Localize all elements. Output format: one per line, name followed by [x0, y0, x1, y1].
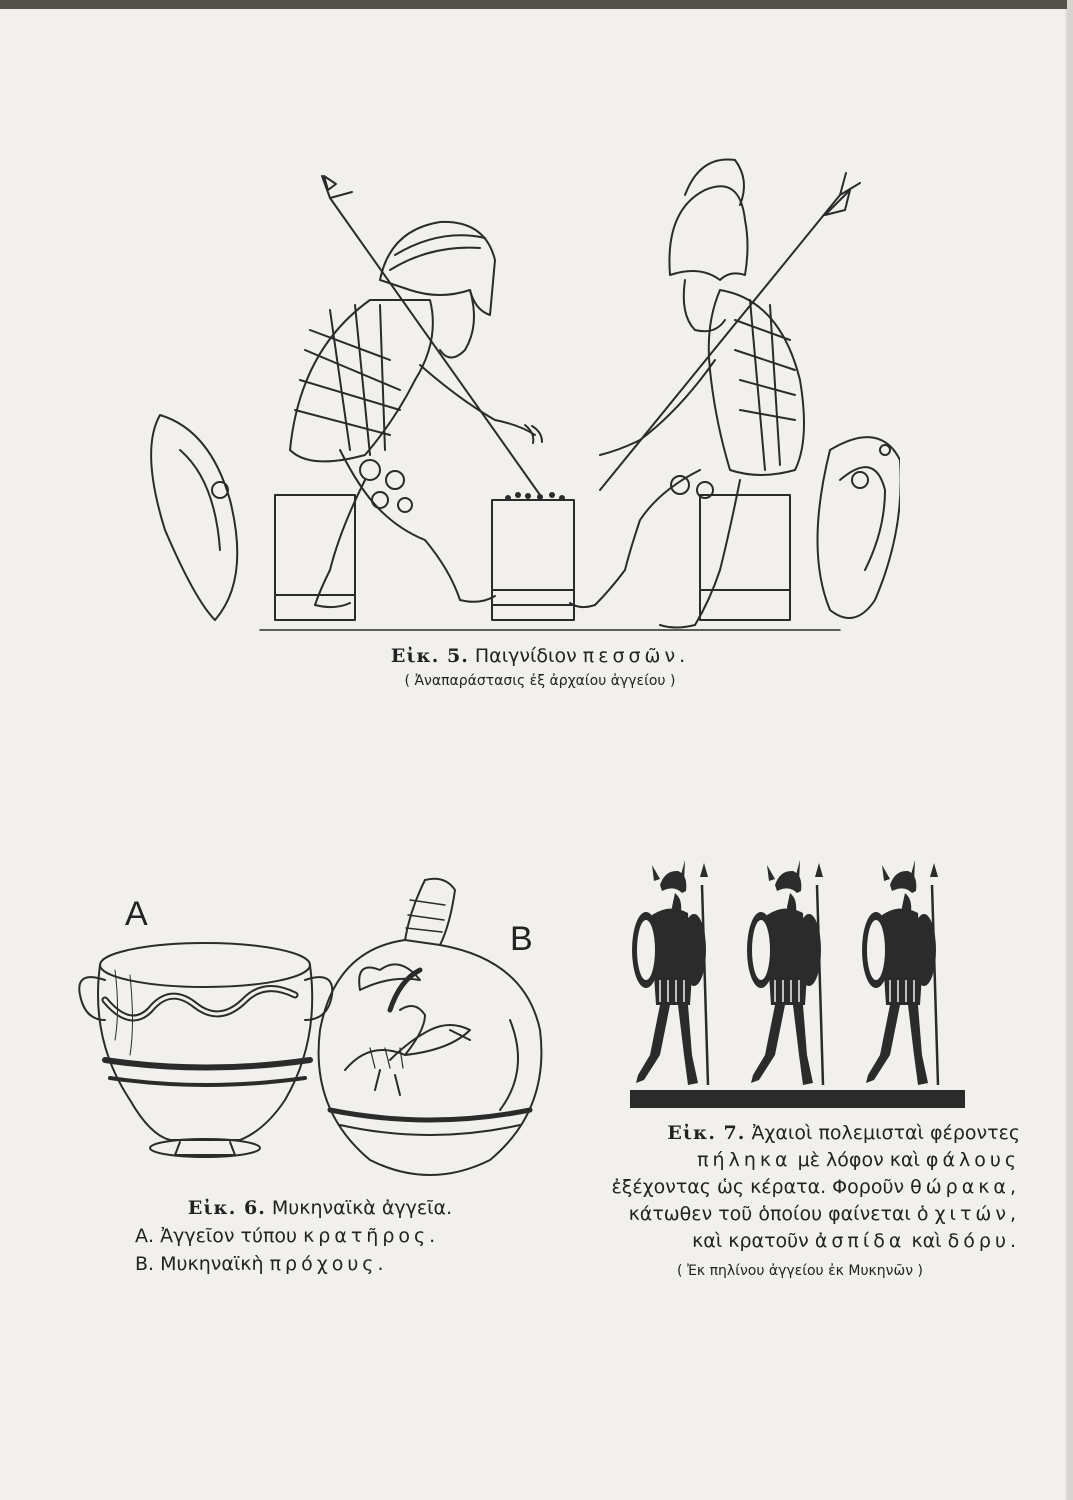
figure-7-caption: [580, 1120, 1020, 1285]
figure-7-line3-b: θώρακα,: [910, 1176, 1020, 1198]
figure-6-title: Μυκηναϊκὰ ἀγγεῖα.: [271, 1197, 453, 1219]
figure-6-item-b: [110, 1253, 530, 1275]
figure-7-line2-b: μὲ λόφον καὶ: [797, 1149, 920, 1171]
figure-5-label: Εἰκ. 5.: [390, 645, 469, 667]
figure-7-source: ( Ἐκ πηλίνου ἀγγείου ἐκ Μυκηνῶν ): [677, 1263, 923, 1279]
figure-5-title-spaced: πεσσῶν.: [582, 645, 690, 667]
warrior-figure: [632, 860, 708, 1085]
figure-7-line1: [580, 1120, 1020, 1147]
figure-7-line5: [580, 1228, 1020, 1255]
figure-7-line4: [580, 1201, 1020, 1228]
page-right-edge: [1067, 0, 1073, 1500]
figure-7-line3-a: ἐξέχοντας ὡς κέρατα. Φοροῦν: [611, 1176, 905, 1198]
page-top-edge: [0, 0, 1073, 9]
figure-6-caption-title-line: [110, 1197, 530, 1219]
figure-6-caption: [110, 1197, 530, 1275]
figure-7-line5-d: δόρυ.: [947, 1230, 1020, 1252]
figure-5-caption: [330, 645, 750, 689]
vessel-b-jug: [319, 879, 542, 1175]
vessel-a-krater: [79, 943, 332, 1157]
figure-5-board-game-illustration: [140, 150, 900, 640]
figure-7-line3: [580, 1174, 1020, 1201]
figure-6-item-a: [110, 1225, 530, 1247]
figure-7-line2-c: φάλους: [925, 1149, 1020, 1171]
figure-7-line5-a: καὶ κρατοῦν: [692, 1230, 809, 1252]
figure-6-mark-b: B: [510, 920, 533, 958]
figure-7-line4-b: χιτών,: [934, 1203, 1020, 1225]
figure-7-line5-b: ἀσπίδα: [814, 1230, 906, 1252]
figure-7-line5-c: καὶ: [911, 1230, 942, 1252]
figure-7-warriors-illustration: [630, 855, 965, 1110]
figure-7-line2-a: πήληκα: [697, 1149, 792, 1171]
figure-6-item-a-prefix: Α. Ἀγγεῖον τύπου: [135, 1225, 298, 1247]
page-right-edge-shadow: [1065, 9, 1067, 1500]
figure-7-line2: [580, 1147, 1020, 1174]
figure-6-item-a-spaced: κρατῆρος.: [303, 1225, 440, 1247]
figure-7-line4-a: κάτωθεν τοῦ ὁποίου φαίνεται ὁ: [628, 1203, 929, 1225]
figure-7-label: Εἰκ. 7.: [667, 1122, 746, 1144]
figure-6-item-b-prefix: Β. Μυκηναϊκὴ: [135, 1253, 264, 1275]
figure-6-label: Εἰκ. 6.: [187, 1197, 266, 1219]
figure-5-title: Παιγνίδιον: [474, 645, 577, 667]
figure-6-vessels-illustration: [70, 870, 570, 1190]
figure-6-mark-a: A: [125, 895, 148, 933]
figure-5-caption-line1: [330, 645, 750, 667]
figure-5-subtitle: ( Ἀναπαράστασις ἐξ ἀρχαίου ἀγγείου ): [404, 673, 676, 689]
figure-7-line1-text: Ἀχαιοὶ πολεμισταὶ φέροντες: [751, 1122, 1020, 1144]
figure-6-item-b-spaced: πρόχους.: [269, 1253, 388, 1275]
